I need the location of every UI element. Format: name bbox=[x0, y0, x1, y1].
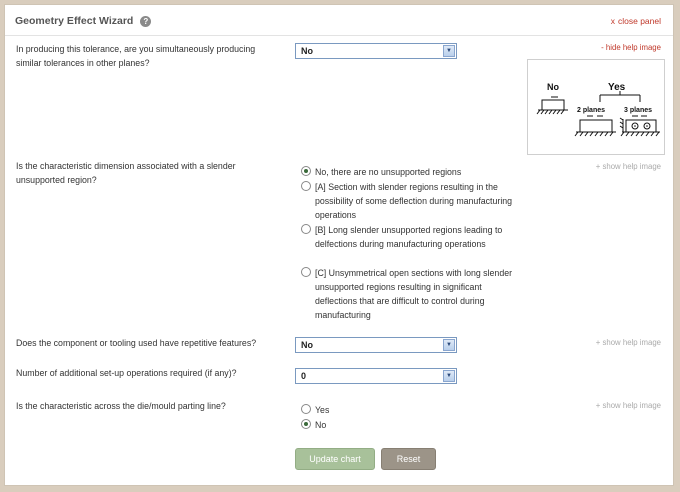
show-help-image-link[interactable]: + show help image bbox=[595, 338, 661, 347]
help-icon[interactable]: ? bbox=[140, 16, 151, 27]
chevron-down-icon[interactable]: ▼ bbox=[443, 45, 455, 57]
show-help-image-link[interactable]: + show help image bbox=[595, 401, 661, 410]
diagram-label-3planes: 3 planes bbox=[624, 107, 653, 114]
repetitive-features-select[interactable] bbox=[295, 337, 457, 353]
setup-operations-select[interactable] bbox=[295, 368, 457, 384]
question-line: In producing this tolerance, are you simultaneously producing bbox=[16, 44, 256, 54]
select-value: No bbox=[301, 340, 313, 350]
update-chart-button[interactable]: Update chart bbox=[295, 448, 375, 470]
question-setup-operations: Number of additional set-up operations required (if any)? bbox=[16, 368, 237, 378]
diagram-label-yes: Yes bbox=[608, 82, 626, 93]
radio-label[interactable]: [A] Section with slender regions resulting in the possibility of some deflection during manufacturing operations bbox=[315, 182, 513, 220]
planes-diagram bbox=[528, 60, 664, 154]
select-value: No bbox=[301, 46, 313, 56]
panel-title-text: Geometry Effect Wizard bbox=[15, 15, 134, 27]
question-line: similar tolerances in other planes? bbox=[16, 58, 150, 68]
radio-label[interactable]: No bbox=[315, 420, 327, 430]
panel-title bbox=[15, 15, 151, 27]
radio-label[interactable]: [B] Long slender unsupported regions leading to delfections during manufacturing operations bbox=[315, 225, 503, 249]
radio-label[interactable]: No, there are no unsupported regions bbox=[315, 167, 462, 177]
radio-button[interactable] bbox=[301, 419, 311, 429]
wizard-panel bbox=[4, 4, 674, 486]
chevron-down-icon[interactable]: ▼ bbox=[443, 370, 455, 382]
close-icon[interactable]: x bbox=[610, 16, 615, 26]
radio-button[interactable] bbox=[301, 224, 311, 234]
diagram-label-no: No bbox=[547, 82, 559, 92]
question-parting-line: Is the characteristic across the die/mould parting line? bbox=[16, 401, 226, 411]
diagram-label-2planes: 2 planes bbox=[577, 107, 606, 114]
radio-button[interactable] bbox=[301, 181, 311, 191]
question-repetitive-features: Does the component or tooling used have repetitive features? bbox=[16, 338, 257, 348]
radio-label[interactable]: [C] Unsymmetrical open sections with long slender unsupported regions resulting in significant deflections that are difficult to control during manufacturing bbox=[315, 268, 513, 320]
radio-label[interactable]: Yes bbox=[315, 405, 330, 415]
hide-help-image-link[interactable]: - hide help image bbox=[601, 43, 661, 52]
radio-button[interactable] bbox=[301, 404, 311, 414]
help-image bbox=[527, 59, 665, 155]
close-panel-label[interactable]: close panel bbox=[617, 16, 661, 26]
radio-button[interactable] bbox=[301, 166, 311, 176]
chevron-down-icon[interactable]: ▼ bbox=[443, 339, 455, 351]
close-panel-link[interactable] bbox=[611, 16, 661, 26]
other-planes-select[interactable] bbox=[295, 43, 457, 59]
question-slender-region bbox=[16, 159, 236, 187]
radio-button[interactable] bbox=[301, 267, 311, 277]
show-help-image-link[interactable]: + show help image bbox=[595, 162, 661, 171]
reset-button[interactable]: Reset bbox=[381, 448, 436, 470]
question-line: Is the characteristic dimension associated with a slender bbox=[16, 161, 236, 171]
select-value: 0 bbox=[301, 371, 307, 381]
question-line: unsupported region? bbox=[16, 175, 97, 185]
panel-header bbox=[5, 5, 673, 36]
question-other-planes bbox=[16, 42, 255, 70]
